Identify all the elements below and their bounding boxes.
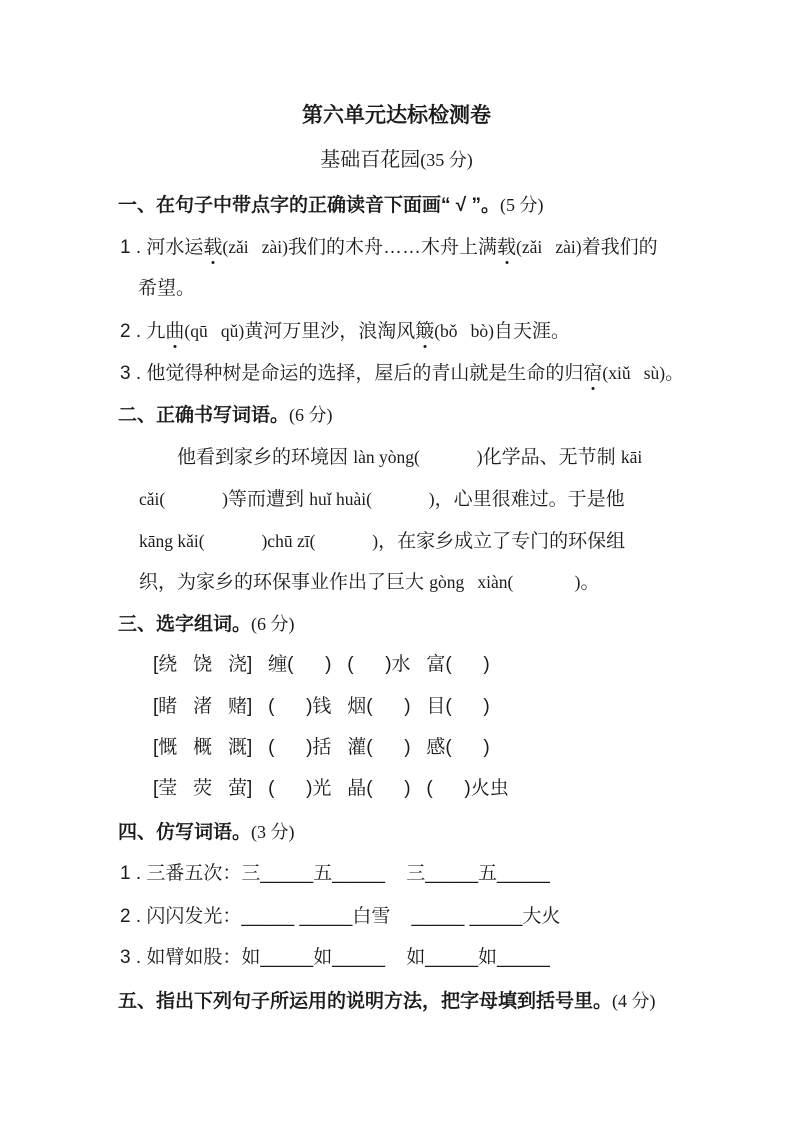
page-title: [0, 103, 793, 129]
text-segment: 1 . 三番五次：三_____五_____ 三_____五_____: [120, 863, 550, 884]
pinyin-hint: (xiǔ sù): [602, 363, 666, 383]
question-2-heading: [118, 402, 333, 429]
text-segment: 黄河万里沙，浪淘风: [244, 321, 416, 342]
dotted-character: 宿: [583, 361, 602, 387]
score-label: (6 分): [251, 614, 295, 634]
pinyin-hint: huǐ huài( ): [309, 489, 435, 509]
dotted-character: 载: [203, 235, 222, 261]
q4-item-2: [120, 904, 560, 930]
text-segment: ，心里很难过。于是他: [434, 489, 625, 510]
pinyin-hint: kāng kǎi( )chū zī( ): [139, 531, 379, 551]
pinyin-hint: (zǎi zài): [516, 237, 582, 257]
question-1-heading: [118, 192, 544, 219]
question-3-heading: [118, 611, 295, 638]
q1-item-2: [120, 318, 570, 345]
text-segment: 。: [580, 572, 600, 593]
pinyin-hint: (bǒ bò): [434, 321, 495, 341]
q2-paragraph-line-2: [139, 486, 625, 513]
q1-item-1-line-1: [120, 234, 658, 261]
text-segment: 基础百花园: [320, 149, 421, 171]
text-segment: 织，为家乡的环保事业作出了巨大: [139, 572, 430, 593]
text-segment: 四、仿写词语。: [118, 822, 252, 843]
text-segment: 。: [665, 363, 685, 384]
text-segment: 2 . 九: [120, 321, 166, 342]
text-segment: [慨 概 溉] ( )括 灌( ) 感( ): [153, 737, 490, 758]
text-segment: 我们的木舟……木舟上满: [288, 237, 498, 258]
text-segment: 自天涯。: [494, 321, 571, 342]
text-segment: 五、指出下列句子所运用的说明方法，把字母填到括号里。: [118, 991, 613, 1012]
q1-item-1-line-2: [138, 276, 195, 302]
q3-row-3: [153, 735, 490, 761]
text-segment: 3 . 他觉得种树是命运的选择，屋后的青山就是生命的归: [120, 363, 584, 384]
text-segment: [睹 渚 赌] ( )钱 烟( ) 目( ): [153, 696, 490, 717]
text-segment: 三、选字组词。: [118, 614, 252, 635]
text-segment: 他看到家乡的环境因: [177, 447, 354, 468]
q3-row-2: [153, 694, 490, 720]
question-4-heading: [118, 819, 295, 846]
text-segment: 2 . 闪闪发光：_____ _____白雪 _____ _____大火: [120, 906, 561, 927]
text-segment: 等而遭到: [227, 489, 310, 510]
q4-item-3: [120, 945, 550, 971]
q1-item-3: [120, 360, 684, 387]
text-segment: 着我们的: [581, 237, 658, 258]
q2-paragraph-line-1: [177, 444, 642, 471]
pinyin-hint: (qū qǔ): [184, 321, 245, 341]
pinyin-hint: làn yòng( ): [353, 447, 483, 467]
text-segment: 1 . 河水运: [120, 237, 204, 258]
part-title: [0, 147, 793, 173]
text-segment: 二、正确书写词语。: [118, 405, 290, 426]
text-segment: 第六单元达标检测卷: [302, 104, 491, 127]
dotted-character: 簸: [415, 319, 434, 345]
text-segment: 希望。: [138, 278, 196, 299]
text-segment: [绕 饶 浇] 缠( ) ( )水 富( ): [153, 654, 490, 675]
score-label: (5 分): [500, 195, 544, 215]
question-5-heading: [118, 988, 656, 1015]
score-label: (3 分): [251, 822, 295, 842]
dotted-character: 载: [497, 235, 516, 261]
dotted-character: 曲: [165, 319, 184, 345]
q3-row-4: [153, 776, 509, 802]
q2-paragraph-line-4: [139, 569, 599, 596]
text-segment: 3 . 如臂如股：如_____如_____ 如_____如_____: [120, 947, 550, 968]
text-segment: 一、在句子中带点字的正确读音下面画“ √ ”。: [118, 195, 500, 216]
pinyin-hint: (zǎi zài): [222, 237, 288, 257]
text-segment: 化学品、无节制: [482, 447, 621, 468]
pinyin-hint: kāi: [620, 447, 643, 467]
score-label: (4 分): [612, 991, 656, 1011]
text-segment: ，在家乡成立了专门的环保组: [378, 531, 626, 552]
q3-row-1: [153, 652, 490, 678]
pinyin-hint: gòng xiàn( ): [429, 572, 581, 592]
q2-paragraph-line-3: [139, 528, 625, 555]
pinyin-hint: cǎi( ): [139, 489, 228, 509]
q4-item-1: [120, 861, 550, 887]
score-label: (35 分): [420, 150, 473, 170]
score-label: (6 分): [289, 405, 333, 425]
text-segment: [莹 荧 萤] ( )光 晶( ) ( )火虫: [153, 778, 509, 799]
